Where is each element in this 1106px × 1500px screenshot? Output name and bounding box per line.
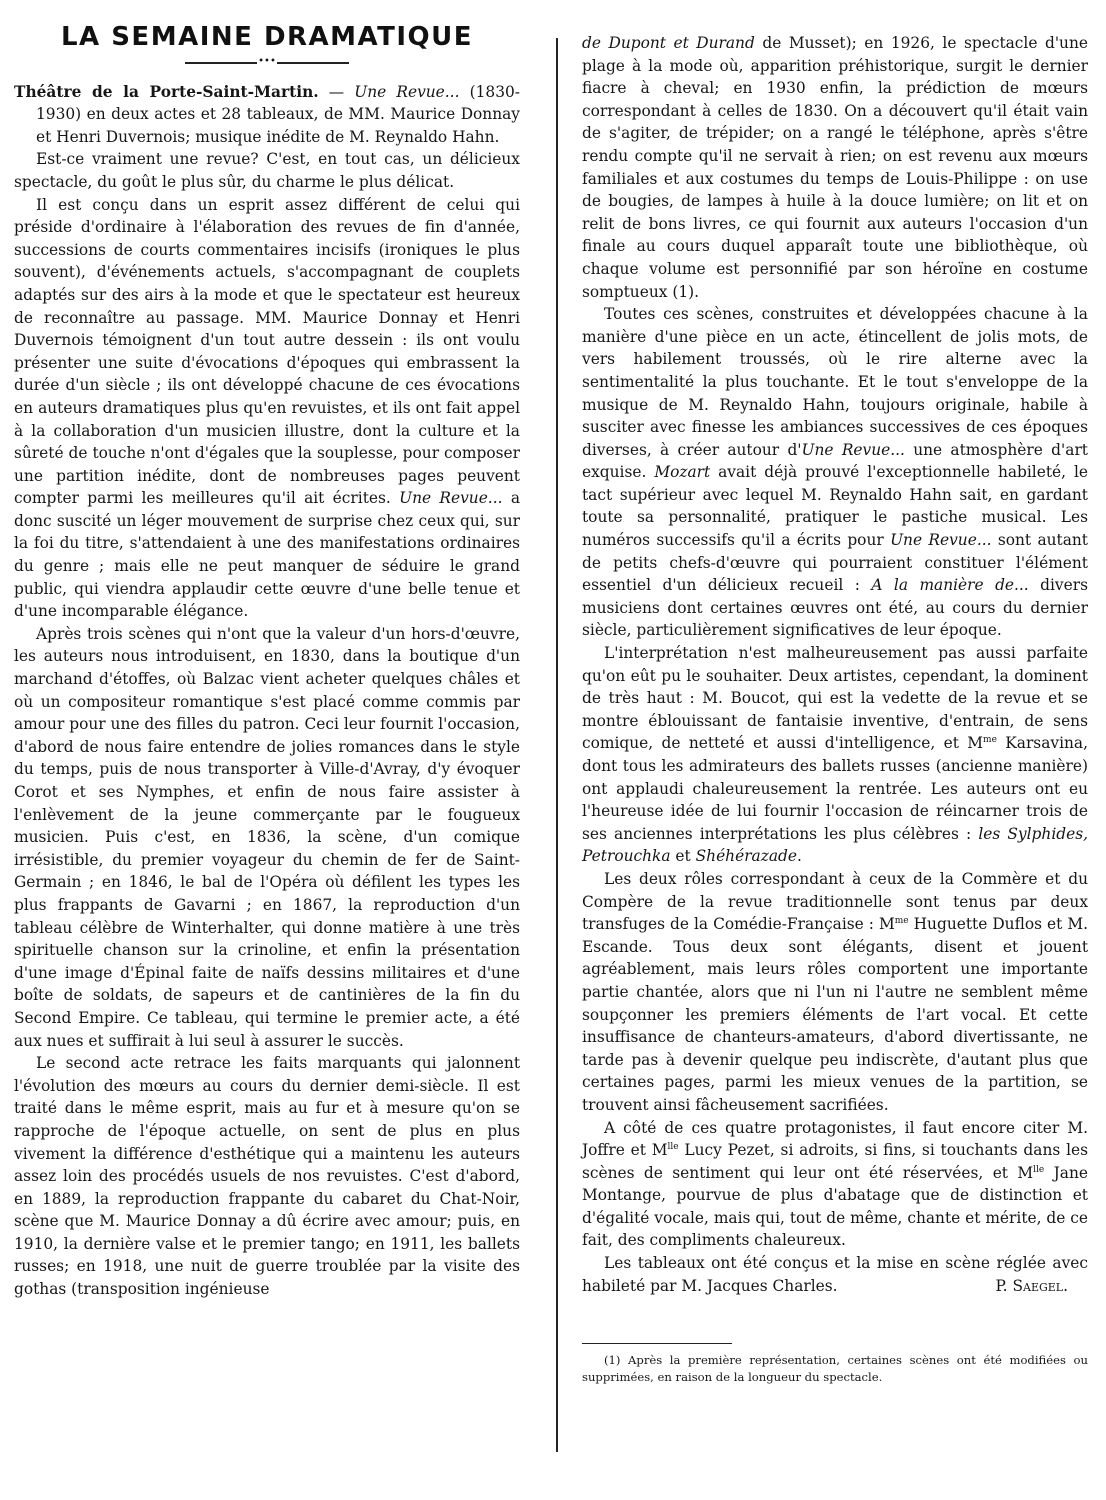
paragraph-9-text-b: Lucy Pezet, si adroits, si fins, si touchants dans les scènes de sentiment qui leur ont été réservées, et M: [582, 1141, 1089, 1182]
paragraph-7-sheherazade: Shéhérazade: [695, 847, 797, 866]
title-ornament: [14, 51, 520, 68]
paragraph-6: [582, 303, 1088, 642]
paragraph-8-text-b: Huguette Duflos et M. Escande. Tous deux sont élégants, disent et jouent agréablement, mais leurs rôles comportent une importante partie chantée, alors que ni l'un ni l'autre ne semblent même soupçonner les premiers éléments de l'art vocal. Et cette insuffisance de chanteurs-amateurs, d'abord divertissante, ne tarde pas à devenir quelque peu indiscrète, d'autant plus que certaines pages, parmi les mieux venues de la partition, se trouvent ainsi fâcheusement sacrifiées.: [582, 915, 1088, 1114]
paragraph-7-sup: me: [983, 735, 997, 746]
magazine-page: [14, 8, 1092, 1494]
paragraph-5: [582, 32, 1088, 303]
review-heading: [14, 81, 520, 149]
paragraph-8-text-a: Les deux rôles correspondant à ceux de la Commère et du Compère de la revue traditionnelle sont tenus par deux transfuges de la Comédie-Française : M: [582, 869, 1088, 934]
paragraph-2: [14, 194, 520, 623]
paragraph-6-text-a: Toutes ces scènes, construites et développées chacune à la manière d'une pièce en un acte, étincellent de jolis mots, de vers habilement troussés, où le rire alterne avec la sentimentalité la plus touchante. Et le tout s'enveloppe de la musique de M. Reynaldo Hahn, toujours originale, habile à susciter avec finesse les ambiances successives de ces époques diverses, à créer autour d': [582, 305, 1088, 459]
paragraph-6-text-b: une atmosphère d'art exquise.: [582, 440, 1088, 482]
paragraph-9-sup-2: lle: [1033, 1164, 1045, 1175]
musset-title: de Dupont et Durand: [582, 34, 755, 52]
paragraph-7: [582, 642, 1088, 868]
show-credits: (1830-1930) en deux actes et 28 tableaux, de MM. Maurice Donnay et Henri Duvernois; musique inédite de M. Reynaldo Hahn.: [36, 82, 520, 146]
paragraph-8: [582, 868, 1088, 1117]
paragraph-2-show: Une Revue...: [399, 489, 503, 508]
paragraph-3: Après trois scènes qui n'ont que la valeur d'un hors-d'œuvre, les auteurs nous introduisent, en 1830, dans la boutique d'un marchand d'étoffes, où Balzac vient acheter quelques châles et où un compositeur romantique s'est placé comme commis par amour pour une des filles du patron. Ceci leur fournit l'occasion, d'abord de nous faire entendre de jolies romances dans le style du temps, puis de nous transporter à Ville-d'Avray, d'y évoquer Corot et ses Nymphes, et enfin de nous faire assister à l'enlèvement de la jeune commerçante par le fougueux musicien. Puis c'est, en 1836, la scène, d'un comique irrésistible, du premier voyageur du chemin de fer de Saint-Germain ; en 1846, le bal de l'Opéra où défilent les types les plus frappants de Gavarni ; en 1867, la reproduction d'un tableau célèbre de Winterhalter, qui donne matière à une très spirituelle chanson sur la crinoline, et enfin la présentation d'une image d'Épinal faite de naïfs dessins militaires et d'une boîte de soldats, de sapeurs et de cantinières de la fin du Second Empire. Ce tableau, qui termine le premier acte, a été aux nues et suffirait à lui seul à assurer le succès.: [14, 624, 520, 1050]
paragraph-9-text-a: A côté de ces quatre protagonistes, il faut encore citer M. Joffre et M: [582, 1118, 1088, 1160]
paragraph-9: [582, 1117, 1088, 1253]
paragraph-7-text-b: Karsavina, dont tous les admirateurs des ballets russes (ancienne manière) ont applaudi chaleureusement la rentrée. Les auteurs ont eu l'heureuse idée de lui fournir l'occasion de réincarner trois de ses anciennes interprétations les plus célèbres :: [582, 734, 1088, 843]
show-title: Une Revue...: [354, 82, 460, 101]
paragraph-7-et: et: [670, 847, 696, 866]
ornament-line-right: [277, 62, 349, 64]
paragraph-10: [582, 1252, 1088, 1297]
paragraph-7-text-a: L'interprétation n'est malheureusement pas aussi parfaite qu'on eût pu le souhaiter. Deux artistes, cependant, la dominent de très haut : M. Boucot, qui est la vedette de la revue et se montre éblouissant de fantaisie inventive, d'entrain, de sens comique, de netteté et aussi d'intelligence, et M: [582, 644, 1088, 753]
ornament-dots: •••: [258, 56, 276, 68]
footnote-marker: (1).: [672, 282, 700, 301]
footnote: (1) Après la première représentation, certaines scènes ont été modifiées ou supprimées, en raison de la longueur du spectacle.: [582, 1353, 1088, 1385]
left-column: [14, 8, 520, 1494]
paragraph-1: Est-ce vraiment une revue? C'est, en tout cas, un délicieux spectacle, du goût le plus sûr, du charme le plus délicat.: [14, 150, 520, 191]
ornament-line-left: [185, 62, 257, 64]
right-column: [582, 32, 1088, 1494]
author-signature: P. Saegel.: [995, 1276, 1068, 1295]
column-divider: [556, 38, 558, 1452]
paragraph-10-text: Les tableaux ont été conçus et la mise en scène réglée avec habileté par M. Jacques Charles.: [582, 1254, 1088, 1295]
paragraph-6-show-2: Une Revue...: [890, 531, 992, 550]
venue-name: Théâtre de la Porte-Saint-Martin.: [14, 82, 319, 101]
page-title: LA SEMAINE DRAMATIQUE: [60, 22, 474, 52]
paragraph-4: Le second acte retrace les faits marquants qui jalonnent l'évolution des mœurs au cours du dernier demi-siècle. Il est traité dans le même esprit, mais au fur et à mesure qu'on se rapproche de l'époque actuelle, on sent de plus en plus vivement la différence d'esthétique qui a maintenu les auteurs assez loin des procédés usuels de nos revuistes. C'est d'abord, en 1889, la reproduction frappante du cabaret du Chat-Noir, scène que M. Maurice Donnay a dû écrire avec amour; puis, en 1910, la dernière valse et le premier tango; en 1911, les ballets russes; en 1918, une nuit de guerre troublée par la visite des gothas (transposition ingénieuse: [14, 1054, 520, 1299]
paragraph-2-text-a: Il est conçu dans un esprit assez différent de celui qui préside d'ordinaire à l'élaboration des revues de fin d'année, successions de courts commentaires incisifs (ironiques le plus souvent), d'événements actuels, s'accompagnant de couplets adaptés sur des airs à la mode et que le spectateur est heureux de reconnaître au passage. MM. Maurice Donnay et Henri Duvernois témoignent d'un tout autre dessein : ils ont voulu présenter une suite d'évocations d'époques qui embrassent la durée d'un siècle ; ils ont développé chacune de ces évocations en auteurs dramatiques plus qu'en revuistes, et ils ont fait appel à la collaboration d'un musicien illustre, dont la culture et la sûreté de touche n'ont d'égales que la souplesse, pour composer une partition inédite, dont de nombreuses pages peuvent compter parmi les meilleures qu'il ait écrites.: [14, 195, 520, 508]
paragraph-6-mozart: Mozart: [654, 463, 711, 482]
paragraph-7-ballets: les Sylphides, Petrouchka: [582, 824, 1088, 866]
paragraph-6-text-c: avait déjà prouvé l'exceptionnelle habileté, le tact supérieur avec lequel M. Reynaldo Hahn sait, en gardant toute sa personnalité, pratiquer le pastiche musical. Les numéros successifs qu'il a écrits pour: [582, 463, 1089, 550]
paragraph-6-text-e: divers musiciens dont certaines œuvres ont été, au cours du dernier siècle, particulièrement significatives de leur époque.: [582, 576, 1088, 640]
paragraph-9-sup-1: lle: [667, 1141, 679, 1152]
paragraph-2-text-b: a donc suscité un léger mouvement de surprise chez ceux qui, sur la foi du titre, s'attendaient à une des manifestations ordinaires du genre ; mais elle ne peut manquer de séduire le grand public, qui viendra applaudir cette œuvre d'une belle tenue et d'une incomparable élégance.: [14, 489, 520, 621]
paragraph-6-text-d: sont autant de petits chefs-d'œuvre qui pourraient constituer l'élément essentiel d'un délicieux recueil :: [582, 531, 1088, 595]
paragraph-9-text-c: Jane Montange, pourvue de plus d'abatage que de distinction et d'égalité vocale, mais qui, tout de même, chante et mérite, de ce fait, des compliments chaleureux.: [582, 1163, 1088, 1250]
paragraph-6-show: Une Revue...: [801, 440, 905, 459]
paragraph-8-sup: me: [894, 916, 909, 927]
paragraph-6-recueil: A la manière de...: [871, 576, 1029, 595]
heading-dash: —: [318, 82, 355, 101]
paragraph-7-end: .: [796, 847, 802, 866]
footnote-rule: [582, 1343, 732, 1344]
paragraph-5-text: de Musset); en 1926, le spectacle d'une plage à la mode où, apparition préhistorique, surgit le dernier fiacre à cheval; en 1930 enfin, la prédiction de mœurs correspondant à celles de 1830. On a découvert qu'il était vain de s'agiter, de trépider; on a rangé le téléphone, après s'être rendu compte qu'il ne servait à rien; on est revenu aux mœurs familiales et aux costumes du temps de Louis-Philippe : on use de bougies, de lampes à huile à la douce lumière; on lit et on relit de bons livres, ce qui fournit aux auteurs l'occasion d'un finale au cours duquel apparaît toute une bibliothèque, où chaque volume est personnifié par son héroïne en costume somptueux: [582, 34, 1088, 301]
